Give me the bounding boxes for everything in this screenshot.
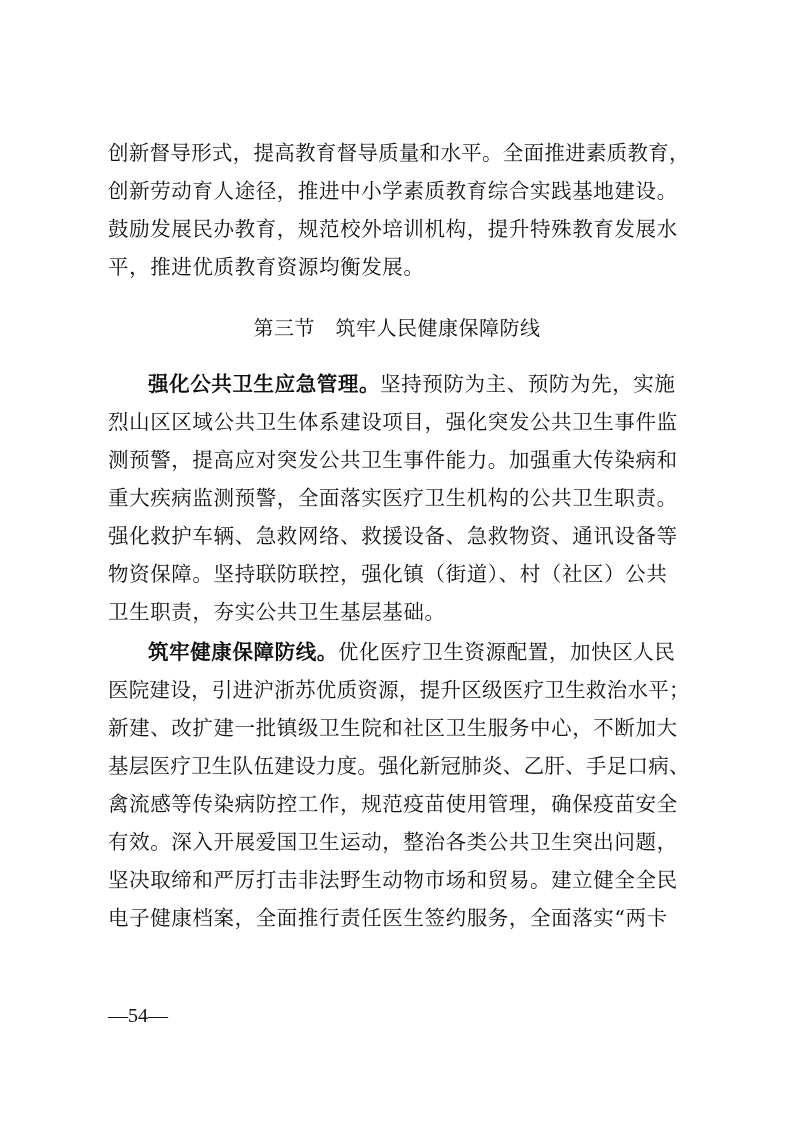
body-text-line: 强化救护车辆、急救网络、救援设备、急救物资、通讯设备等	[108, 524, 678, 548]
body-text-line: 禽流感等传染病防控工作，规范疫苗使用管理，确保疫苗安全	[108, 792, 678, 816]
body-text-line: 新建、改扩建一批镇级卫生院和社区卫生服务中心，不断加大	[108, 716, 678, 740]
paragraph-lead-title: 筑牢健康保障防线。	[148, 640, 338, 664]
body-text-line: 创新督导形式，提高教育督导质量和水平。全面推进素质教育，	[108, 141, 690, 165]
body-text-line: 创新劳动育人途径，推进中小学素质教育综合实践基地建设。	[108, 179, 678, 203]
body-text-line: 有效。深入开展爱国卫生运动，整治各类公共卫生突出问题，	[108, 830, 678, 854]
body-text-line: 重大疾病监测预警，全面落实医疗卫生机构的公共卫生职责。	[108, 486, 678, 510]
body-text-line: 物资保障。坚持联防联控，强化镇（街道）、村（社区）公共	[108, 562, 668, 586]
body-text-line: 卫生职责，夯实公共卫生基层基础。	[108, 600, 446, 624]
paragraph-lead-title: 强化公共卫生应急管理。	[148, 372, 381, 396]
section-heading: 第三节 筑牢人民健康保障防线	[253, 316, 541, 340]
paragraph-first-line	[148, 369, 676, 399]
body-text-line: 测预警，提高应对突发公共卫生事件能力。加强重大传染病和	[108, 448, 678, 472]
page-number: —54—	[108, 1005, 168, 1027]
paragraph-text: 优化医疗卫生资源配置，加快区人民	[337, 640, 676, 664]
paragraph-first-line	[148, 637, 676, 667]
body-text-line: 鼓励发展民办教育，规范校外培训机构，提升特殊教育发展水	[108, 217, 678, 241]
paragraph-text: 坚持预防为主、预防为先，实施	[380, 372, 676, 396]
body-text-line: 电子健康档案，全面推行责任医生签约服务，全面落实“两卡	[108, 906, 668, 930]
body-text-line: 基层医疗卫生队伍建设力度。强化新冠肺炎、乙肝、手足口病、	[108, 754, 690, 778]
body-text-line: 平，推进优质教育资源均衡发展。	[108, 255, 425, 279]
body-text-line: 烈山区区域公共卫生体系建设项目，强化突发公共卫生事件监	[108, 410, 678, 434]
body-text-line: 医院建设，引进沪浙苏优质资源，提升区级医疗卫生救治水平；	[108, 678, 690, 702]
body-text-line: 坚决取缔和严厉打击非法野生动物市场和贸易。建立健全全民	[108, 868, 678, 892]
